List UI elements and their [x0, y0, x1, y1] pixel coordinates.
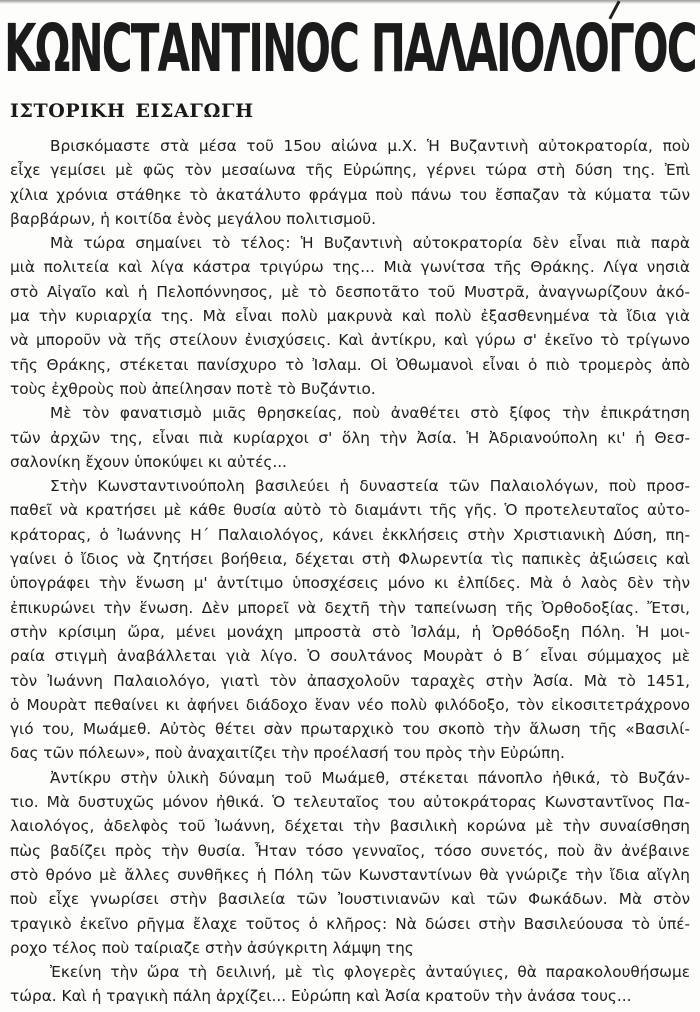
paragraph-line: γιό του, Μωάμεθ. Αὐτὸς θέτει σὰν πρωταρχικὸ του σκοπὸ τὴν ἅλωση τῆς «Βασιλί-	[10, 720, 690, 739]
paragraph-line: Μὰ τώρα σημαίνει τὸ τέλος: Ἡ Βυζαντινὴ αὐτοκρατορία δὲν εἶναι πιὰ παρὰ	[50, 234, 690, 253]
paragraph-line: τιο. Μὰ δυστυχῶς μόνον ἠθικά. Ὁ τελευταῖος του αὐτοκράτορας Κωνσταντῖνος Πα-	[10, 793, 690, 812]
paragraph-line: σαλονίκη ἔχουν ὑποκύψει κι αὐτές...	[10, 452, 287, 471]
paragraph-line: εἶχε γεμίσει μὲ φῶς τὸν μεσαίωνα τῆς Εὐρώπης, γέρνει τώρα στὴ δύση της. Ἐπὶ	[10, 161, 690, 180]
paragraph-line: δας τῶν πόλεων», ποὺ ἀναχαιτίζει τὴν προέλασή του πρὸς τὴν Εὐρώπη.	[10, 744, 565, 763]
paragraph-line: ραία στιγμὴ ἀναβάλλεται γιὰ λίγο. Ὁ σουλτάνος Μουρὰτ ὁ Β΄ εἶναι σύμμαχος μὲ	[10, 647, 690, 666]
paragraph	[10, 401, 690, 474]
section-heading-word-1: ΙΣΤΟΡΙΚΗ	[10, 100, 126, 122]
paragraph	[10, 134, 690, 231]
section-heading-word-2: ΕΙΣΑΓΩΓΗ	[135, 100, 254, 122]
paragraph	[10, 766, 690, 960]
paragraph	[10, 231, 690, 401]
paragraph	[10, 474, 690, 766]
paragraph-line: Βρισκόμαστε στὰ μέσα τοῦ 15ου αἰώνα μ.Χ. Ἡ Βυζαντινὴ αὐτοκρατορία, ποὺ	[50, 137, 690, 155]
scan-top-edge	[0, 0, 700, 4]
paragraph-line: μα τὴν κυριαρχία της. Μὰ εἶναι πολὺ μακρυνὰ καὶ πολὺ ἐξασθενημένα τὰ ἴδια γιὰ	[10, 307, 690, 326]
paragraph-line: Μὲ τὸν φανατισμὸ μιᾶς θρησκείας, ποὺ ἀναθέτει στὸ ξίφος τὴν ἐπικράτηση	[50, 404, 690, 423]
paragraph-line: ἐπικυρώνει τὴν ἕνωση. Δὲν μπορεῖ νὰ δεχτῆ τὴν ταπείνωση τῆς Ὀρθοδοξίας. Ἔτσι,	[10, 598, 690, 617]
paragraph-line: ὁ Μουρὰτ πεθαίνει κι ἀφήνει διάδοχο ἕναν νέο πολὺ φιλόδοξο, τὸν εἰκοσιτετράχρονο	[10, 695, 690, 714]
paragraph-line: Στὴν Κωνσταντινούπολη βασιλεύει ἡ δυναστεία τῶν Παλαιολόγων, ποὺ προσ-	[50, 477, 690, 496]
paragraph-line: στὸ Αἰγαῖο καὶ ἡ Πελοπόννησος, μὲ τὸ δεσποτᾶτο τοῦ Μυστρᾶ, ἀναγνωρίζουν ἀκό-	[10, 282, 690, 301]
paragraph	[10, 960, 690, 1009]
paragraph-line: Ἀντίκρυ στὴν ὑλικὴ δύναμη τοῦ Μωάμεθ, στέκεται πάνοπλο ἠθικά, τὸ Βυζάν-	[50, 768, 690, 787]
paragraph-line: τῶν ἀρχῶν της, εἶναι πιὰ κυρίαρχοι σ' ὅλη τὴν Ἀσία. Ἡ Ἀδριανούπολη κι' ἡ Θεσ-	[10, 428, 690, 447]
paragraph-line: τῆς Θράκης, στέκεται πανίσχυρο τὸ Ἰσλαμ. Οἱ Ὀθωμανοὶ εἶναι ὁ πιὸ τρομερὸς ἀπὸ	[10, 355, 690, 374]
paragraph-line: στὸ θρόνο μὲ ἄλλες συνθῆκες ἡ Πόλη τῶν Κωνσταντίνων θὰ γνώριζε τὴν ἴδια αἴγλη	[10, 865, 690, 884]
paragraph-line: πὼς βαδίζει πρὸς τὴν θυσία. Ἦταν τόσο γενναῖος, τόσο συνετός, ποὺ ἂν ἀνέβαινε	[10, 841, 690, 860]
paragraph-line: ποὺ εἶχε γνωρίσει στὴν βασιλεία τῶν Ἰουστινιανῶν καὶ τῶν Φωκάδων. Μὰ στὸν	[10, 890, 690, 909]
paragraph-line: στὴν κρίσιμη ὥρα, μένει μονάχη μπροστὰ στὸ Ἰσλάμ, ἡ Ὀρθόδοξη Πόλη. Ἡ μοι-	[10, 622, 690, 641]
page-title: ΚΩΝCΤΑΝΤΙΝΟC ΠΑΛΑΙΟΛΟΓΟC	[4, 10, 696, 87]
paragraph-line: τὸν Ἰωάννη Παλαιολόγο, γιατὶ τὸν ἀπασχολοῦν ταραχὲς στὴν Ἀσία. Μὰ τὸ 1451,	[10, 671, 690, 690]
paragraph-line: τώρα. Καὶ ἡ τραγικὴ πάλη ἀρχίζει... Εὐρώπη καὶ Ἀσία κρατοῦν τὴν ἀνάσα τους...	[10, 987, 632, 1006]
paragraph-line: νὰ μποροῦν νὰ τῆς στείλουν ἐνισχύσεις. Καὶ ἀντίκρυ, καὶ γύρω σ' ἐκεῖνο τὸ τρίγωνο	[10, 331, 690, 350]
section-heading	[10, 99, 254, 123]
paragraph-line: χίλια χρόνια στάθηκε τὸ ἀκατάλυτο φράγμα ποὺ πάνω του ἔσπαζαν τὰ κύματα τῶν	[10, 185, 690, 204]
paragraph-line: ὑπογράφει τὴν ἕνωση μ' ἀντίτιμο ὑποσχέσεις μόνο κι ἐλπίδες. Μὰ ὁ λαὸς δὲν τὴν	[10, 574, 690, 593]
paragraph-line: τραγικὸ ἐκεῖνο ρῆγμα ἔλαχε τοῦτος ὁ κλῆρος: Νὰ δώσει στὴν Βασιλεύουσα τὸ ὑπέ-	[10, 914, 690, 933]
paragraph-line: μιὰ πολιτεία καὶ λίγα κάστρα τριγύρω της... Μιὰ γωνίτσα τῆς Θράκης. Λίγα νησιὰ	[10, 258, 690, 277]
paragraph-line: γαίνει ὁ ἴδιος νὰ ζητήσει βοήθεια, δέχεται στὴ Φλωρεντία τὶς παπικὲς ἀξιώσεις καὶ	[10, 550, 690, 569]
paragraph-line: κράτορας, ὁ Ἰωάννης Η΄ Παλαιολόγος, κάνει ἐκκλήσεις στὴν Χριστιανικὴ Δύση, πη-	[10, 525, 690, 544]
paragraph-line: τοὺς ἐχθροὺς ποὺ ἀπείλησαν ποτὲ τὸ Βυζάντιο.	[10, 379, 376, 398]
article-body	[10, 134, 690, 1009]
paragraph-line: βαρβάρων, ἡ κοιτίδα ἑνὸς μεγάλου πολιτισμοῦ.	[10, 209, 376, 228]
paragraph-line: λαιολόγος, ἀδελφὸς τοῦ Ἰωάννη, δέχεται τὴν βασιλικὴ κορώνα μὲ τὴν συναίσθηση	[10, 817, 690, 836]
paragraph-line: Ἐκείνη τὴν ὥρα τὴ δειλινή, μὲ τὶς φλογερὲς ἀνταύγιες, θὰ παρακολουθήσωμε	[50, 963, 690, 982]
paragraph-line: ροχο τέλος ποὺ ταίριαζε στὴν ἀσύγκριτη λάμψη της	[10, 938, 414, 957]
paragraph-line: παθεῖ νὰ κρατήσει μὲ κάθε θυσία αὐτὸ τὸ διαμάντι τῆς γῆς. Ὁ προτελευταῖος αὐτο-	[10, 501, 690, 520]
